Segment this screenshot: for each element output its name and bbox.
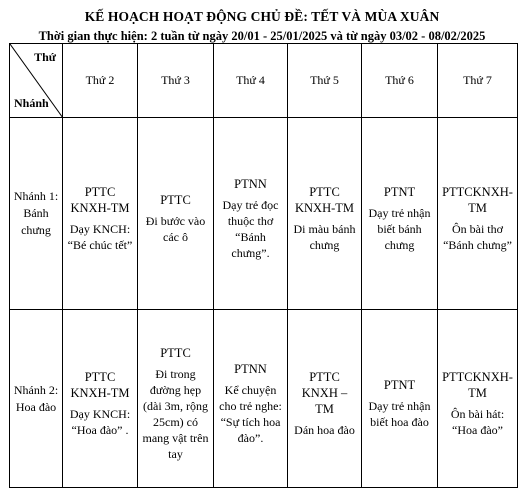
activity-code: PTNN [234, 362, 267, 376]
corner-label-day: Thứ [34, 50, 56, 64]
activity-code: PTTC [160, 193, 191, 207]
activity-description: Di màu bánh chưng [293, 222, 356, 252]
corner-label-branch: Nhánh [14, 96, 49, 110]
activity-description: Dạy KNCH: “Hoa đào” . [69, 407, 131, 437]
activity-description: Dạy trẻ nhận biết bánh chưng [368, 206, 431, 252]
table-row-branch-1 [10, 118, 518, 310]
activity-cell [362, 310, 438, 488]
activity-description: Dạy trẻ đọc thuộc thơ “Bánh chưng”. [222, 198, 279, 260]
activity-description: Dán hoa đào [294, 423, 355, 437]
activity-cell [288, 310, 362, 488]
activity-code: PTTC [160, 346, 191, 360]
activity-description: Dạy trẻ nhận biết hoa đào [368, 399, 431, 429]
activity-cell [63, 310, 138, 488]
activity-code: PTTC KNXH-TM [70, 370, 130, 400]
activity-cell [138, 118, 214, 310]
header-row [10, 44, 518, 118]
activity-code: PTTC KNXH-TM [294, 185, 355, 215]
activity-description: Dạy KNCH: “Bé chúc tết” [67, 222, 133, 252]
activity-cell [214, 118, 288, 310]
activity-code: PTTCKNXH-TM [442, 185, 513, 215]
document-title: KẾ HOẠCH HOẠT ĐỘNG CHỦ ĐỀ: TẾT VÀ MÙA XUÂN [84, 9, 440, 24]
activity-code: PTTC KNXH-TM [70, 185, 130, 215]
activity-plan-table [9, 43, 518, 488]
activity-code: PTNT [383, 378, 416, 392]
day-header-tuesday: Thứ 3 [138, 44, 214, 118]
day-header-wednesday: Thứ 4 [214, 44, 288, 118]
activity-description: Đi trong đường hẹp (dài 3m, rộng 25cm) có mang vật trên tay [142, 367, 209, 461]
activity-description: Đi bước vào các ô [145, 214, 206, 244]
activity-code: PTNT [383, 185, 416, 199]
activity-code: PTTC KNXH – TM [301, 370, 348, 416]
day-header-friday: Thứ 6 [362, 44, 438, 118]
activity-cell [214, 310, 288, 488]
document-subtitle: Thời gian thực hiện: 2 tuần từ ngày 20/01 - 25/01/2025 và từ ngày 03/02 - 08/02/2025 [38, 29, 486, 43]
day-header-monday: Thứ 2 [63, 44, 138, 118]
activity-cell [138, 310, 214, 488]
activity-cell [438, 310, 518, 488]
branch-label-2: Nhánh 2: Hoa đào [10, 310, 63, 488]
activity-cell [438, 118, 518, 310]
day-header-saturday: Thứ 7 [438, 44, 518, 118]
table-row-branch-2 [10, 310, 518, 488]
activity-description: Kể chuyện cho trẻ nghe: “Sự tích hoa đào”. [219, 383, 282, 445]
activity-description: Ôn bài thơ “Bánh chưng” [443, 222, 512, 252]
activity-cell [362, 118, 438, 310]
activity-description: Ôn bài hát: “Hoa đào” [450, 407, 505, 437]
activity-cell [288, 118, 362, 310]
day-header-thursday: Thứ 5 [288, 44, 362, 118]
activity-code: PTTCKNXH-TM [442, 370, 513, 400]
corner-header-cell [10, 44, 63, 118]
activity-code: PTNN [234, 177, 267, 191]
branch-label-1: Nhánh 1: Bánh chưng [10, 118, 63, 310]
activity-cell [63, 118, 138, 310]
